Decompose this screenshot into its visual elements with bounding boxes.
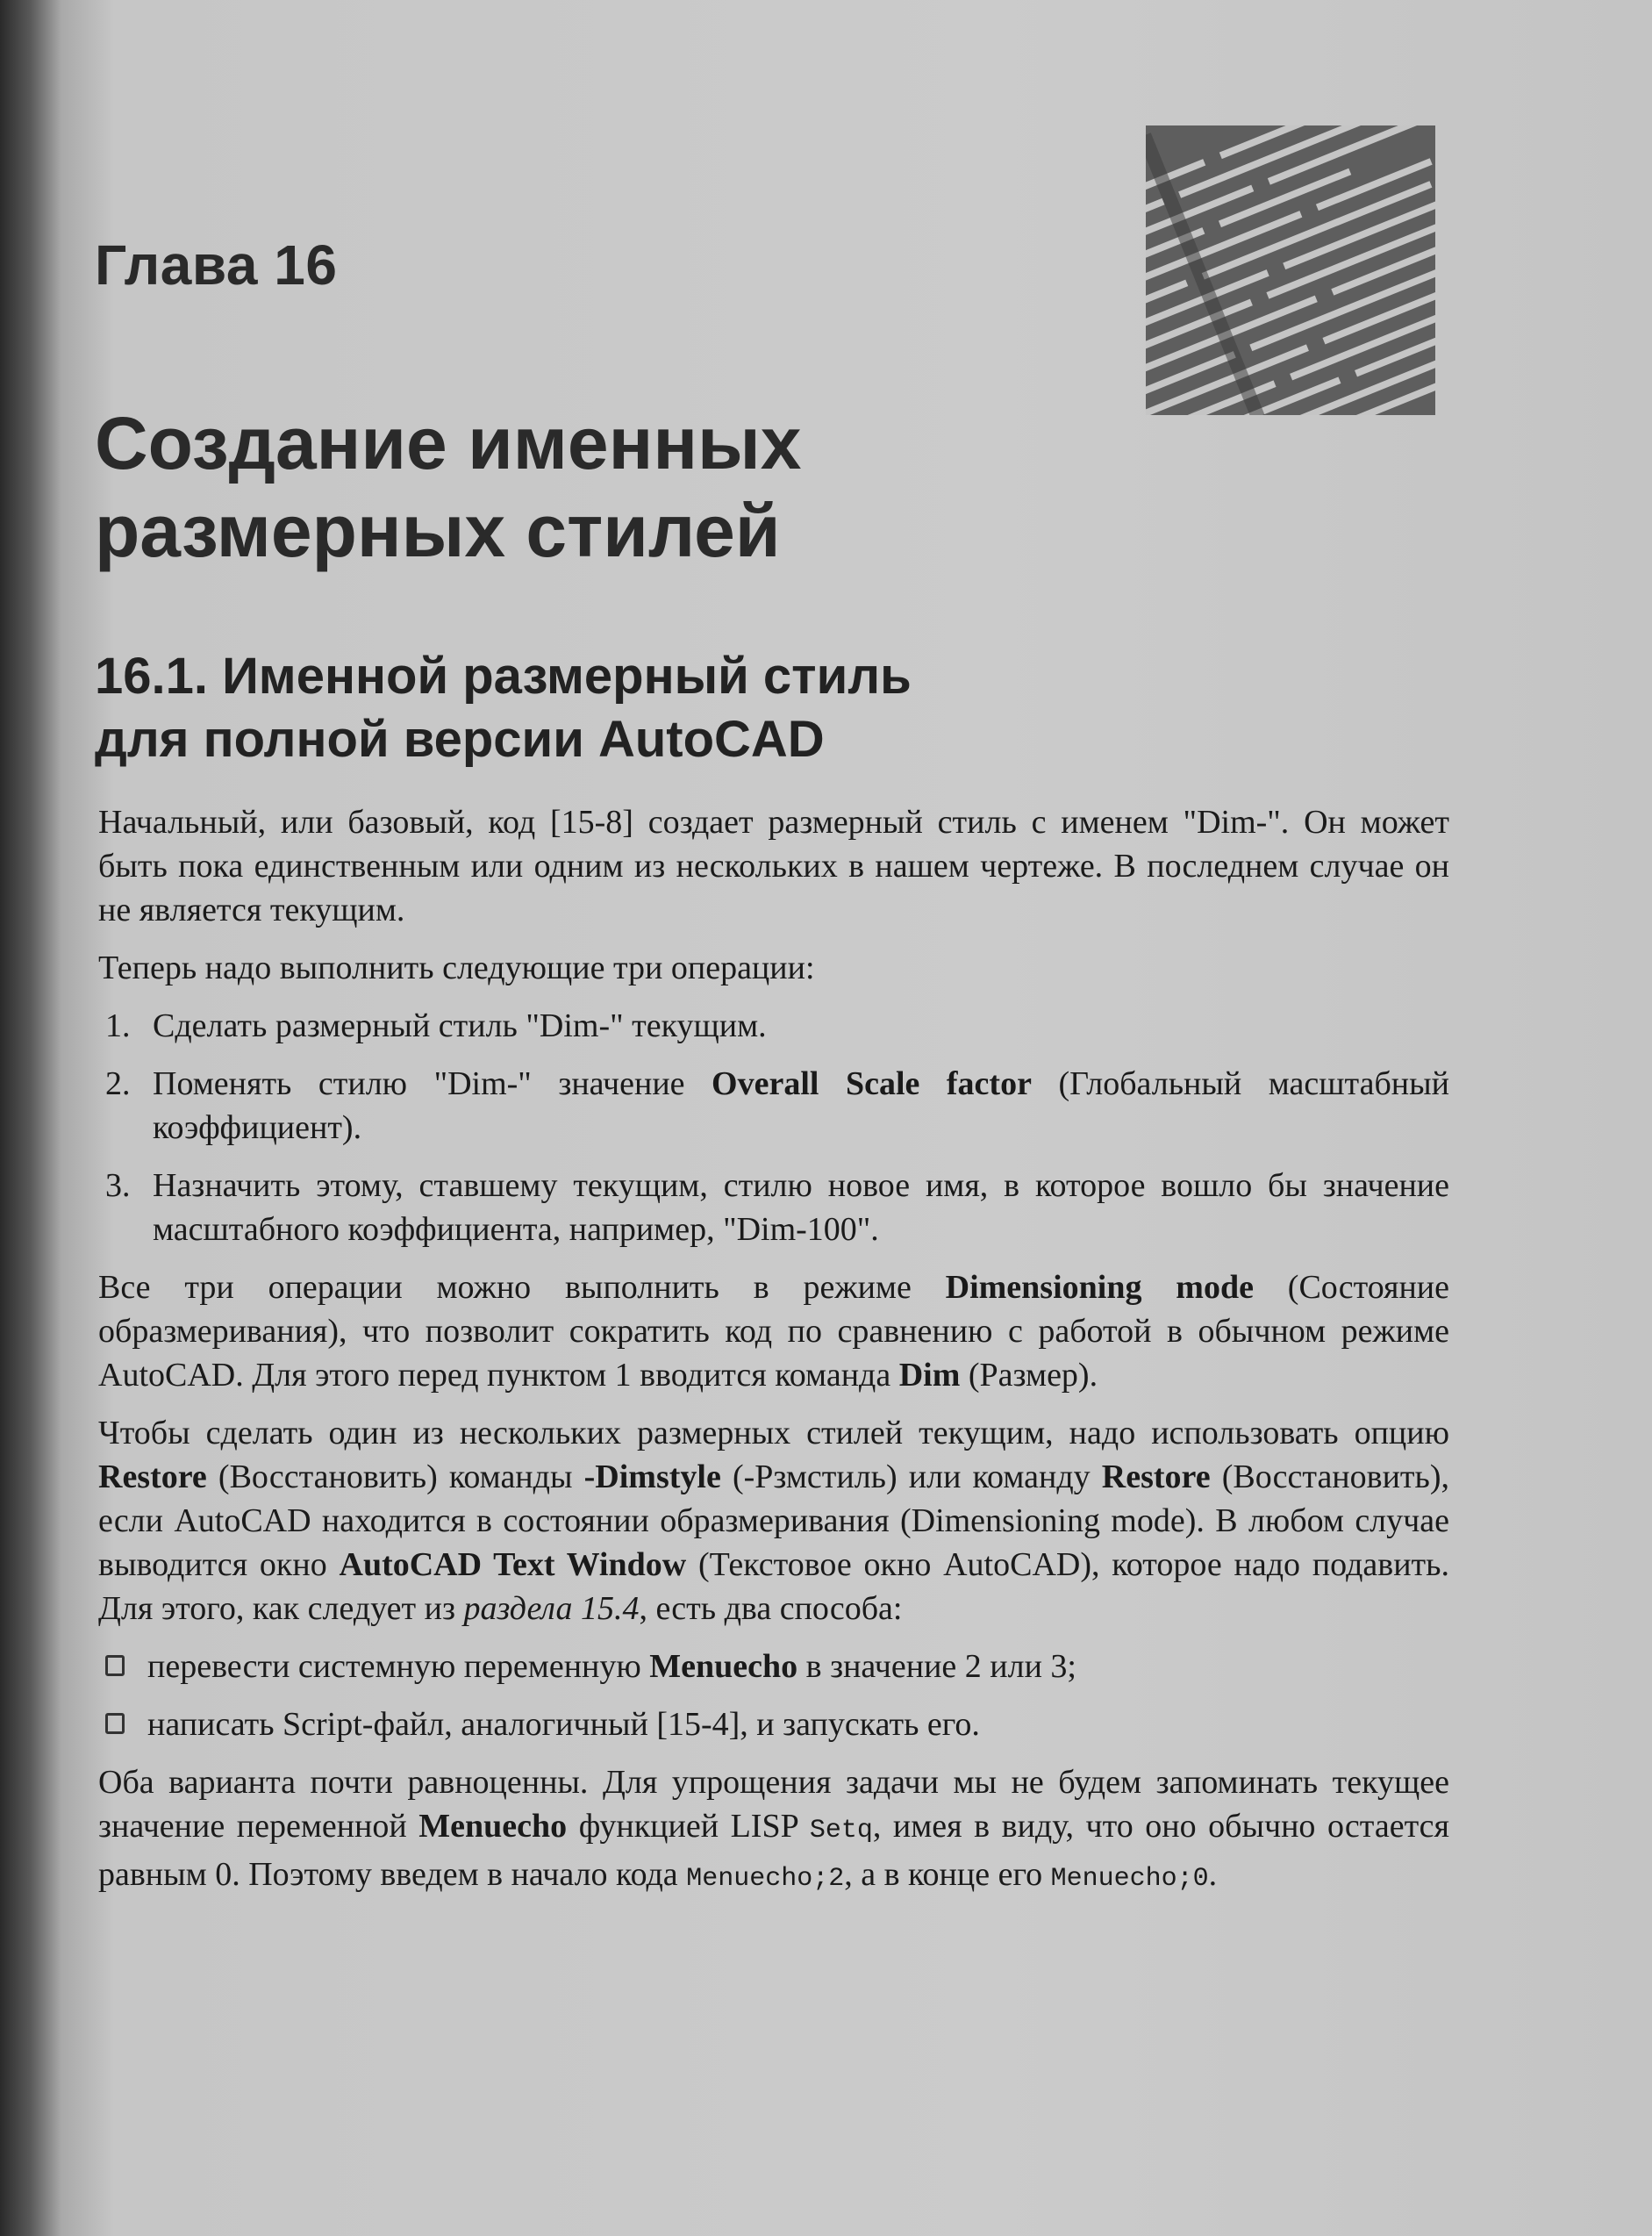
step-number: 2. xyxy=(105,1065,131,1102)
step-text-post: (Глобальный масштабный коэффициент). xyxy=(153,1065,1449,1146)
chapter-title xyxy=(95,399,1060,575)
term-restore: Restore xyxy=(1101,1458,1211,1495)
paragraph-intro: Начальный, или базовый, код [15-8] создает размерный стиль с именем "Dim-". Он может быть пока единственным или одним из нескольких в нашем чертеже. В последнем случае он не является текущим. xyxy=(98,804,1449,928)
list-item xyxy=(98,1702,1449,1746)
text-run: Оба варианта почти равноценны. Для упрощения задачи мы не будем запоминать текущее значение переменной xyxy=(98,1764,1449,1845)
term-restore: Restore xyxy=(98,1458,207,1495)
section-reference: раздела 15.4 xyxy=(463,1590,640,1627)
text-run: перевести системную переменную xyxy=(147,1648,650,1685)
step-number: 3. xyxy=(105,1167,131,1204)
checkbox-bullet-icon xyxy=(105,1713,125,1734)
paragraph-restore xyxy=(98,1411,1449,1630)
code-setq: Setq xyxy=(809,1816,873,1845)
text-run: (Состояние образмеривания), что позволит сократить код по сравнению с работой в обычном режиме AutoCAD. Для этого перед пунктом 1 вводится команда xyxy=(98,1269,1449,1394)
text-run: . xyxy=(1208,1856,1218,1893)
section-title-line-2: для полной версии AutoCAD xyxy=(95,711,825,768)
term-text-window: AutoCAD Text Window xyxy=(339,1546,687,1583)
step-number: 1. xyxy=(105,1007,131,1044)
list-item xyxy=(98,1062,1449,1150)
chapter-label: Глава 16 xyxy=(95,233,338,297)
step-text-pre: Поменять стилю "Dim-" значение xyxy=(153,1065,712,1102)
section-title xyxy=(95,645,1323,771)
term-menuecho: Menuecho xyxy=(418,1808,568,1845)
text-run: (-Рзмстиль) или команду xyxy=(720,1458,1102,1495)
step-text: Назначить этому, ставшему текущим, стилю новое имя, в которое вошло бы значение масштабного коэффициента, например, "Dim-100". xyxy=(153,1167,1449,1248)
text-run: написать Script-файл, аналогичный [15-4], и запускать его. xyxy=(147,1706,980,1743)
text-run: (Размер). xyxy=(960,1357,1098,1394)
text-run: Чтобы сделать один из нескольких размерных стилей текущим, надо использовать опцию xyxy=(98,1415,1449,1451)
paragraph-conclusion xyxy=(98,1760,1449,1901)
term-dim: Dim xyxy=(898,1357,961,1394)
term-dimstyle: -Dimstyle xyxy=(583,1458,721,1495)
list-item xyxy=(98,1164,1449,1251)
list-item xyxy=(98,1004,1449,1048)
chapter-title-line-1: Создание именных xyxy=(95,402,802,484)
text-run: , имея в виду, что оно обычно остается равным 0. Поэтому введем в начало кода xyxy=(98,1808,1449,1893)
code-texture-icon xyxy=(1146,125,1435,415)
code-menuecho-2: Menuecho;2 xyxy=(686,1864,845,1894)
text-run: (Восстановить), если AutoCAD находится в состоянии образмеривания (Dimensioning mode). В любом случае выводится окно xyxy=(98,1458,1450,1583)
checkbox-bullet-icon xyxy=(105,1655,125,1676)
paragraph-steps-lead: Теперь надо выполнить следующие три операции: xyxy=(98,950,815,986)
text-run: в значение 2 или 3; xyxy=(797,1648,1076,1685)
body-text xyxy=(98,800,1449,1915)
list-item xyxy=(98,1645,1449,1688)
step-text: Сделать размерный стиль "Dim-" текущим. xyxy=(153,1007,767,1044)
text-run: , есть два способа: xyxy=(639,1590,903,1627)
code-decoration-image xyxy=(1146,125,1435,415)
step-term: Overall Scale factor xyxy=(712,1065,1032,1102)
text-run: , а в конце его xyxy=(844,1856,1051,1893)
section-title-line-1: 16.1. Именной размерный стиль xyxy=(95,648,912,705)
steps-list xyxy=(98,1004,1449,1251)
options-list xyxy=(98,1645,1449,1746)
text-run: (Текстовое окно AutoCAD), которое надо подавить. Для этого, как следует из xyxy=(98,1546,1449,1627)
term-dimensioning-mode: Dimensioning mode xyxy=(945,1269,1254,1306)
text-run: (Восстановить) команды xyxy=(206,1458,584,1495)
paragraph-dim-mode xyxy=(98,1265,1449,1397)
text-run: Все три операции можно выполнить в режиме xyxy=(98,1269,946,1306)
text-run: функцией LISP xyxy=(567,1808,810,1845)
code-menuecho-0: Menuecho;0 xyxy=(1050,1864,1209,1894)
chapter-title-line-2: размерных стилей xyxy=(95,490,781,572)
term-menuecho: Menuecho xyxy=(649,1648,798,1685)
